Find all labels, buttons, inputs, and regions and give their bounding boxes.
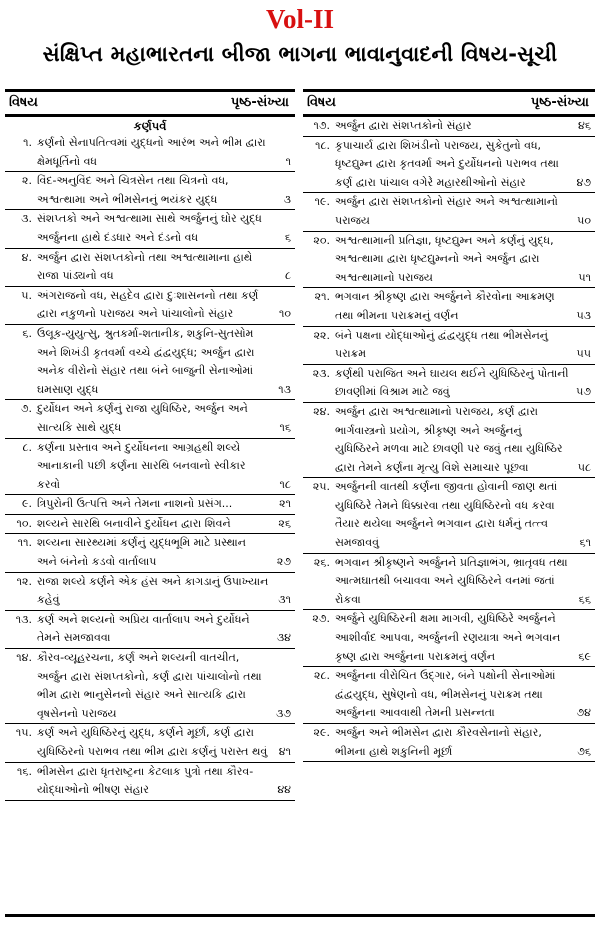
- entry-page: ૧૮: [279, 477, 291, 491]
- entry-text: અર્જુન અને ભીમસેન દ્વારા કૌરવસેનાનો સંહાર, ભીમના હાથે શકુનિની મૂર્છા: [335, 726, 542, 758]
- entry-number: ૬.: [22, 326, 32, 340]
- entry-text: સંશપ્તકો અને અશ્વત્થામા સાથે અર્જુનનું ઘોર યુદ્ધ અર્જુનના હાથે દંડધાર અને દંડનો વધ: [37, 212, 262, 244]
- toc-entry: [5, 534, 295, 572]
- entry-text: કર્ણનો સેનાપતિત્વમાં યુદ્ધનો આરંભ અને ભીમ દ્વારા ક્ષેમધૂર્તિનો વધ: [37, 136, 266, 168]
- entry-text: શલ્યને સારથિ બનાવીને દુર્યોધન દ્વારા શિવને: [37, 516, 231, 530]
- entry-number: ૧.: [23, 136, 32, 149]
- entry-text: કર્ણ અને શલ્યનો અપ્રિય વાર્તાલાપ અને દુર્યોધને તેમને સમજાવવા: [37, 612, 250, 645]
- toc-entry: [303, 610, 595, 667]
- page-count-header: પૃષ્ઠ-સંખ્યા: [230, 95, 289, 110]
- entry-number: ૯.: [21, 497, 32, 511]
- entry-page: ૭૬: [577, 744, 591, 758]
- entry-text: અર્જુન દ્વારા અશ્વત્થામાનો પરાજય, કર્ણ દ્વારા ભાર્ગવાસ્ત્રનો પ્રયોગ, શ્રીકૃષ્ણ અને અર્જુનનું યુધિષ્ઠિરને મળવા માટે છાવણી પર જવું તથા યુધિષ્ઠિર દ્વારા તેમને કર્ણના મૃત્યુ વિશે સમાચાર પૂછવા: [335, 404, 563, 474]
- toc-entry: [303, 137, 595, 194]
- entry-number: ૧૫.: [15, 726, 32, 740]
- entry-page: ૩: [283, 192, 291, 206]
- subject-header: વિષય: [307, 95, 336, 110]
- entry-text: અર્જુન દ્વારા સંશપ્તકોનો સંહાર: [335, 119, 472, 132]
- toc-entry: [5, 649, 295, 724]
- entry-page: ૫૮: [577, 460, 591, 474]
- entry-number: ૨.: [22, 174, 32, 188]
- entry-number: ૧૧.: [17, 536, 32, 550]
- toc-entry: [5, 573, 295, 611]
- entry-text: અર્જુન દ્વારા સંશપ્તકોનો તથા અશ્વત્થામાના હાથે રાજા પાંડ્યનો વધ: [37, 250, 253, 283]
- entry-page: ૧૦: [278, 307, 291, 321]
- entry-text: વિંદ-અનુવિંદ અને ચિત્રસેન તથા ચિત્રનો વધ, અશ્વત્થામા અને ભીમસેનનું ભયંકર યુદ્ધ: [37, 174, 229, 206]
- entry-text: ભીમસેન દ્વારા ધૃતરાષ્ટ્રના કેટલાક પુત્રો તથા કૌરવ-યોદ્ધાઓનો ભીષણ સંહાર: [37, 764, 254, 797]
- entry-page: ૬૬: [578, 592, 591, 606]
- entry-text: અશ્વત્થામાની પ્રતિજ્ઞા, ધૃષ્ટદ્યુમ્ન અને કર્ણનું યુદ્ધ, અશ્વત્થામા દ્વારા ધૃષ્ટદ્યુમ્નનો અને અર્જુન દ્વારા અશ્વત્થામાનો પરાજય: [335, 233, 554, 284]
- toc-entry: [5, 400, 295, 438]
- entry-number: ૨૦.: [313, 233, 330, 247]
- entry-text: રાજા શલ્યે કર્ણને એક હંસ અને કાગડાનું ઉપાખ્યાન કહેવું: [37, 574, 269, 607]
- entry-page: ૨૬: [278, 516, 291, 530]
- toc-entry: [303, 554, 595, 611]
- toc-entry: [303, 365, 595, 403]
- entry-text: ત્રિપુરોની ઉત્પત્તિ અને તેમના નાશનો પ્રસંગ...: [37, 497, 233, 511]
- toc-entry: [5, 724, 295, 762]
- toc-entry: [303, 478, 595, 553]
- entry-page: ૧૬: [279, 420, 291, 434]
- section-heading: કર્ણપર્વ: [133, 119, 167, 133]
- entry-text: ઉલૂક-યુયુત્સુ, શ્રુતકર્મા-શતાનીક, શકુનિ-સુતસોમ અને શિખંડી કૃતવર્મા વચ્ચે દ્વંદ્વયુદ્ધ; અર્જુન દ્વારા અનેક વીરોનો સંહાર તથા બંને બાજુની સેનાઓમાં ઘમસાણ યુદ્ધ: [37, 326, 255, 396]
- toc-entry: [5, 763, 295, 801]
- entry-page: ૫૧: [578, 270, 591, 284]
- entry-number: ૧૦.: [16, 516, 32, 530]
- entry-page: ૬૧: [579, 536, 591, 550]
- entry-page: ૩૧: [278, 593, 291, 607]
- entry-page: ૩૪: [276, 631, 291, 645]
- entry-number: ૫.: [21, 288, 32, 302]
- toc-entry: [303, 403, 595, 478]
- entry-text: દુર્યોધન અને કર્ણનું રાજા યુધિષ્ઠિર, અર્જુન અને સાત્યકિ સાથે યુદ્ધ: [37, 402, 248, 434]
- entry-text: અર્જુનના વીરોચિત ઉદ્ગાર, બંને પક્ષોની સેનાઓમાં દ્વંદ્વયુદ્ધ, સુષેણનો વધ, ભીમસેનનું પરાક્રમ તથા અર્જુનના આવવાથી તેમની પ્રસન્નતા: [335, 669, 556, 720]
- toc-entry: [5, 515, 295, 535]
- toc-entry: [5, 249, 295, 287]
- entry-number: ૧૭.: [313, 119, 330, 132]
- toc-list: [5, 134, 295, 801]
- volume-label: Vol-II: [265, 4, 335, 34]
- entry-number: ૧૪.: [16, 651, 32, 665]
- entry-number: ૨૪.: [313, 404, 330, 418]
- toc-list: [303, 117, 595, 762]
- toc-entry: [303, 193, 595, 231]
- subject-header: વિષય: [9, 95, 38, 110]
- entry-number: ૨૩.: [312, 366, 330, 380]
- entry-page: ૪૧: [278, 745, 291, 758]
- toc-entry: [303, 117, 595, 137]
- page-count-header: પૃષ્ઠ-સંખ્યા: [530, 95, 589, 110]
- entry-page: ૬: [284, 230, 291, 244]
- entry-page: ૭૪: [576, 706, 591, 720]
- entry-number: ૩.: [21, 212, 32, 226]
- entry-number: ૨૧.: [314, 290, 330, 304]
- toc-entry: [5, 134, 295, 172]
- entry-page: ૫૩: [576, 308, 591, 322]
- entry-page: ૪૬: [578, 119, 591, 132]
- entry-text: ભગવાન શ્રીકૃષ્ણ દ્વારા અર્જુનને કૌરવોના આક્રમણ તથા ભીમના પરાક્રમનું વર્ણન: [335, 290, 555, 322]
- entry-text: કૃપાચાર્ય દ્વારા શિખંડીનો પરાજય, સુકેતુનો વધ, ધૃષ્ટદ્યુમ્ન દ્વારા કૃતવર્મા અને દુર્યોધનનો પરાભવ તથા કર્ણ દ્વારા પાંચાલ વગેરે મહારથીઓનો સંહાર: [335, 138, 559, 189]
- entry-page: ૪૪: [277, 783, 291, 797]
- entry-page: ૮: [284, 269, 291, 283]
- entry-text: શલ્યના સારથ્યમાં કર્ણનું યુદ્ધભૂમિ માટે પ્રસ્થાન અને બંનેનો કડવો વાર્તાલાપ: [37, 536, 246, 569]
- toc-entry: [5, 495, 295, 515]
- toc-entry: [5, 210, 295, 248]
- entry-text: અર્જુન દ્વારા સંશપ્તકોનો સંહાર અને અશ્વત્થામાનો પરાજય: [335, 195, 558, 227]
- toc-entry: [5, 287, 295, 325]
- entry-number: ૮.: [22, 440, 32, 454]
- entry-text: અર્જુને યુધિષ્ઠિરની ક્ષમા માગવી, યુધિષ્ઠિરે અર્જુનને આશીર્વાદ આપવા, અર્જુનની રણયાત્રા અને ભગવાન કૃષ્ણ દ્વારા અર્જુનના પરાક્રમનું વર્ણન: [335, 612, 561, 663]
- toc-entry: [5, 325, 295, 400]
- entry-number: ૧૬.: [16, 764, 32, 778]
- entry-text: બંને પક્ષના યોદ્ધાઓનું દ્વંદ્વયુદ્ધ તથા ભીમસેનનું પરાક્રમ: [335, 328, 548, 361]
- entry-text: ભગવાન શ્રીકૃષ્ણને અર્જુનને પ્રતિજ્ઞાભંગ, ભ્રાતૃવધ તથા આત્મઘાતથી બચાવવા અને યુધિષ્ઠિરને વનમાં જતાં રોકવા: [335, 555, 568, 606]
- entry-text: કર્ણ અને યુધિષ્ઠિરનું યુદ્ધ, કર્ણને મૂર્છા, કર્ણ દ્વારા યુધિષ્ઠિરનો પરાભવ તથા ભીમ દ્વારા કર્ણનું પરાસ્ત થવું: [37, 726, 268, 758]
- toc-right-column: [303, 89, 595, 762]
- page-title: સંક્ષિપ્ત મહાભારતના બીજા ભાગના ભાવાનુવાદની વિષય-સૂચી: [42, 42, 558, 66]
- entry-page: ૧: [285, 154, 291, 168]
- entry-page: ૩૭: [276, 706, 291, 720]
- entry-number: ૨૯.: [313, 726, 330, 739]
- entry-page: ૫૦: [577, 213, 591, 227]
- entry-number: ૧૯.: [314, 195, 330, 209]
- toc-entry: [303, 724, 595, 762]
- entry-text: કર્ણથી પરાજિત અને ઘાયલ થઈને યુધિષ્ઠિરનું પોતાની છાવણીમાં વિશ્રામ માટે જવું: [335, 366, 569, 399]
- entry-number: ૪.: [21, 250, 32, 264]
- toc-entry: [303, 288, 595, 326]
- column-header: [5, 89, 295, 117]
- toc-entry: [5, 172, 295, 210]
- entry-number: ૨૬.: [313, 555, 330, 569]
- entry-text: અર્જુનની વાતથી કર્ણના જીવતા હોવાની જાણ થતાં યુધિષ્ઠિરે તેમને ધિક્કારવા તથા યુધિષ્ઠિરનો વધ કરવા તૈયાર થયેલા અર્જુનને ભગવાન દ્વારા ધર્મનું તત્ત્વ સમજાવવું: [335, 480, 558, 550]
- entry-number: ૧૩.: [15, 612, 32, 626]
- bottom-rule: [5, 914, 595, 917]
- entry-page: ૫૫: [576, 347, 591, 361]
- toc-entry: [303, 327, 595, 365]
- entry-number: ૨૫.: [312, 480, 330, 494]
- toc-left-column: [5, 89, 295, 801]
- toc-entry: [5, 439, 295, 496]
- entry-text: કર્ણના પ્રસ્તાવ અને દુર્યોધનના આગ્રહથી શલ્યે આનાકાની પછી કર્ણના સારથિ બનવાનો સ્વીકાર કરવો: [37, 440, 246, 491]
- toc-entry: [303, 667, 595, 724]
- entry-number: ૧૮.: [315, 138, 330, 152]
- entry-page: ૬૯: [578, 649, 591, 663]
- entry-text: કૌરવ-વ્યૂહરચના, કર્ણ અને શલ્યની વાતચીત, અર્જુન દ્વારા સંશપ્તકોનો, કર્ણ દ્વારા પાંચાલોનો તથા ભીમ દ્વારા ભાનુસેનનો સંહાર અને સાત્યકિ દ્વારા વૃષસેનનો પરાજય: [37, 651, 262, 720]
- toc-entry: [5, 611, 295, 649]
- entry-page: ૫૭: [576, 385, 591, 399]
- entry-page: ૨૭: [276, 555, 291, 569]
- entry-number: ૨૨.: [313, 328, 330, 342]
- entry-page: ૨૧: [279, 497, 291, 511]
- column-header: [303, 89, 595, 117]
- toc-entry: [303, 232, 595, 289]
- entry-number: ૧૨.: [16, 574, 32, 588]
- entry-number: ૨૭.: [312, 612, 330, 626]
- entry-number: ૨૮.: [313, 669, 330, 683]
- entry-page: ૧૩: [278, 382, 291, 396]
- entry-page: ૪૭: [576, 175, 591, 189]
- entry-text: અંગરાજનો વધ, સહદેવ દ્વારા દુઃશાસનનો તથા કર્ણ દ્વારા નકુળનો પરાજય અને પાંચાલોનો સંહાર: [37, 288, 259, 321]
- entry-number: ૭.: [20, 402, 32, 416]
